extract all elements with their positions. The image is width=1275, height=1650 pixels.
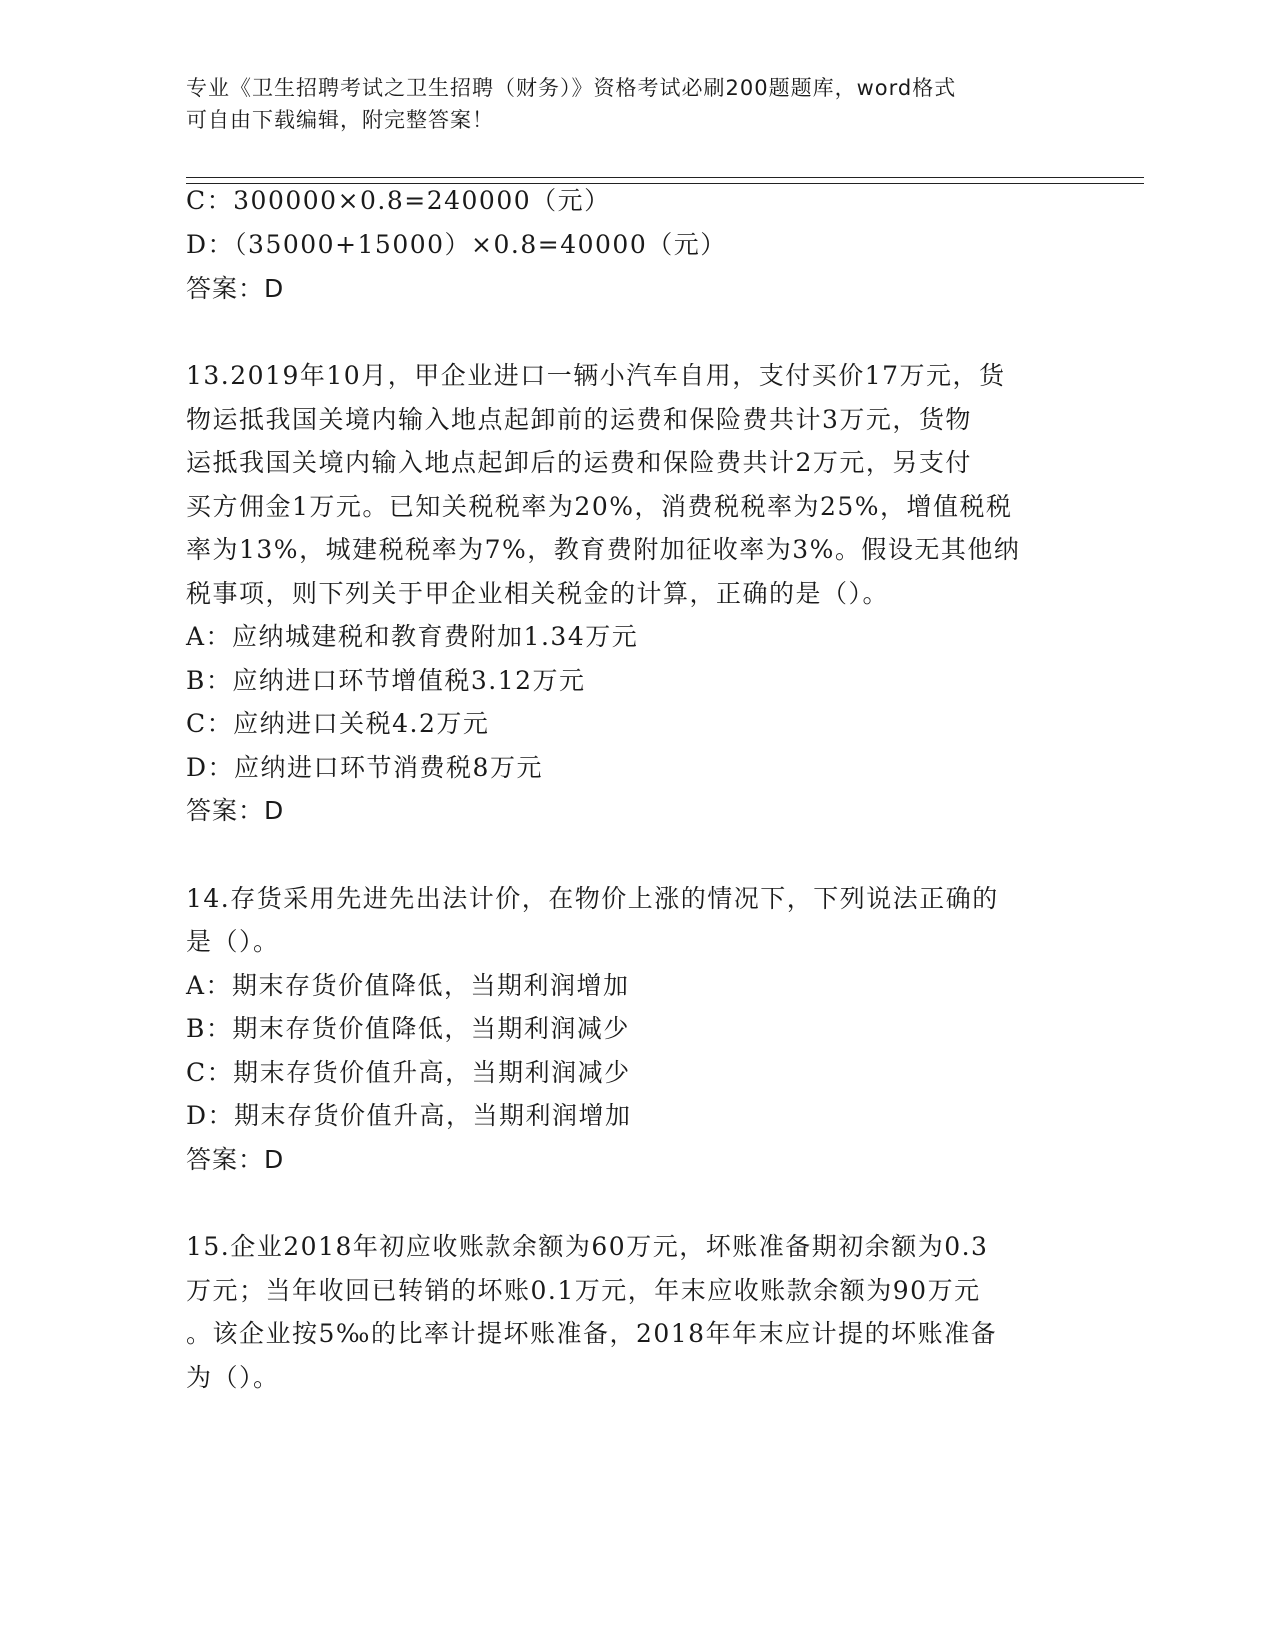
q14-option-d: D：期末存货价值升高，当期利润增加 (186, 1101, 632, 1130)
q13-stem-line-5: 率为13%，城建税税率为7%，教育费附加征收率为3%。假设无其他纳 (186, 535, 1021, 564)
q15-stem-line-4: 为（）。 (186, 1363, 280, 1392)
prev-option-c: C：300000×0.8=240000（元） (186, 186, 611, 215)
q15-stem-line-1: 15.企业2018年初应收账款余额为60万元，坏账准备期初余额为0.3 (186, 1232, 989, 1261)
page-header (186, 72, 1086, 136)
q13-option-c: C：应纳进口关税4.2万元 (186, 709, 490, 738)
q14-option-a: A：期末存货价值降低，当期利润增加 (186, 971, 630, 1000)
q13-option-d: D：应纳进口环节消费税8万元 (186, 753, 543, 782)
q14-option-b: B：期末存货价值降低，当期利润减少 (186, 1014, 630, 1043)
q13-stem-line-2: 物运抵我国关境内输入地点起卸前的运费和保险费共计3万元，货物 (186, 405, 972, 434)
q14-option-c: C：期末存货价值升高，当期利润减少 (186, 1058, 631, 1087)
q14-stem-line-1: 14.存货采用先进先出法计价，在物价上涨的情况下，下列说法正确的 (186, 884, 999, 913)
q13-option-a: A：应纳城建税和教育费附加1.34万元 (186, 622, 639, 651)
q13-stem-line-6: 税事项，则下列关于甲企业相关税金的计算，正确的是（）。 (186, 579, 890, 608)
header-title-line-1: 专业《卫生招聘考试之卫生招聘（财务）》资格考试必刷200题题库，word格式 (186, 76, 957, 100)
prev-option-d: D：（35000+15000）×0.8=40000（元） (186, 230, 727, 259)
q14-answer: 答案：D (186, 1145, 285, 1174)
q13-stem-line-3: 运抵我国关境内输入地点起卸后的运费和保险费共计2万元，另支付 (186, 448, 972, 477)
q13-stem-line-4: 买方佣金1万元。已知关税税率为20%，消费税税率为25%，增值税税 (186, 492, 1013, 521)
prev-answer: 答案：D (186, 274, 285, 303)
q13-answer: 答案：D (186, 796, 285, 825)
q13-option-b: B：应纳进口环节增值税3.12万元 (186, 666, 586, 695)
q15-stem-line-3: 。该企业按5‰的比率计提坏账准备，2018年年末应计提的坏账准备 (186, 1319, 998, 1348)
q15-stem-line-2: 万元；当年收回已转销的坏账0.1万元，年末应收账款余额为90万元 (186, 1276, 981, 1305)
q14-stem-line-2: 是（）。 (186, 927, 280, 956)
header-title-line-2: 可自由下载编辑，附完整答案！ (186, 108, 494, 132)
q13-stem-line-1: 13.2019年10月，甲企业进口一辆小汽车自用，支付买价17万元，货 (186, 361, 1006, 390)
